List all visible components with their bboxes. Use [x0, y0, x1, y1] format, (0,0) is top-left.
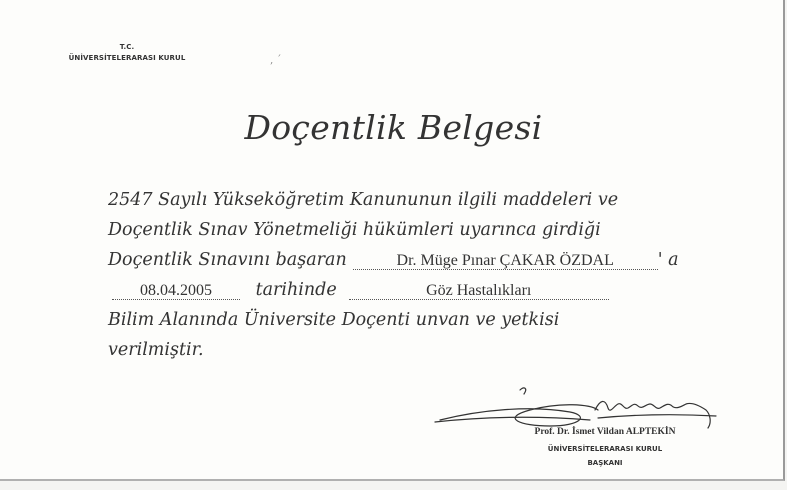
paper-speck: ‚ ˊ [270, 55, 282, 66]
issuer-name: ÜNİVERSİTELERARASI KURUL [68, 54, 186, 62]
recipient-name-suffix: ' a [657, 250, 679, 270]
certificate-title: Doçentlik Belgesi [244, 108, 543, 147]
signer-name: Prof. Dr. İsmet Vildan ALPTEKİN [534, 427, 676, 437]
body-line-5: Bilim Alanında Üniversite Doçenti unvan ve yetkisi [108, 310, 560, 330]
body-line-3-prefix: Doçentlik Sınavını başaran [108, 250, 347, 270]
body-line-6: verilmiştir. [108, 340, 204, 360]
signer-role: BAŞKANI [587, 459, 623, 467]
certificate-body [108, 190, 748, 370]
signer-organization: ÜNİVERSİTELERARASI KURUL [547, 445, 663, 453]
body-line-1: 2547 Sayılı Yükseköğretim Kanununun ilgili maddeleri ve [108, 190, 619, 210]
date-suffix: tarihinde [255, 280, 337, 300]
exam-date: 08.04.2005 [112, 283, 240, 300]
body-line-3 [108, 250, 748, 280]
recipient-name: Dr. Müge Pınar ÇAKAR ÖZDAL [353, 253, 658, 270]
body-line-4 [108, 280, 748, 310]
academic-field: Göz Hastalıkları [349, 283, 609, 300]
issuer-header [32, 42, 222, 64]
body-line-2: Doçentlik Sınav Yönetmeliği hükümleri uyarınca girdiği [108, 220, 601, 240]
issuer-country: T.C. [119, 43, 135, 51]
